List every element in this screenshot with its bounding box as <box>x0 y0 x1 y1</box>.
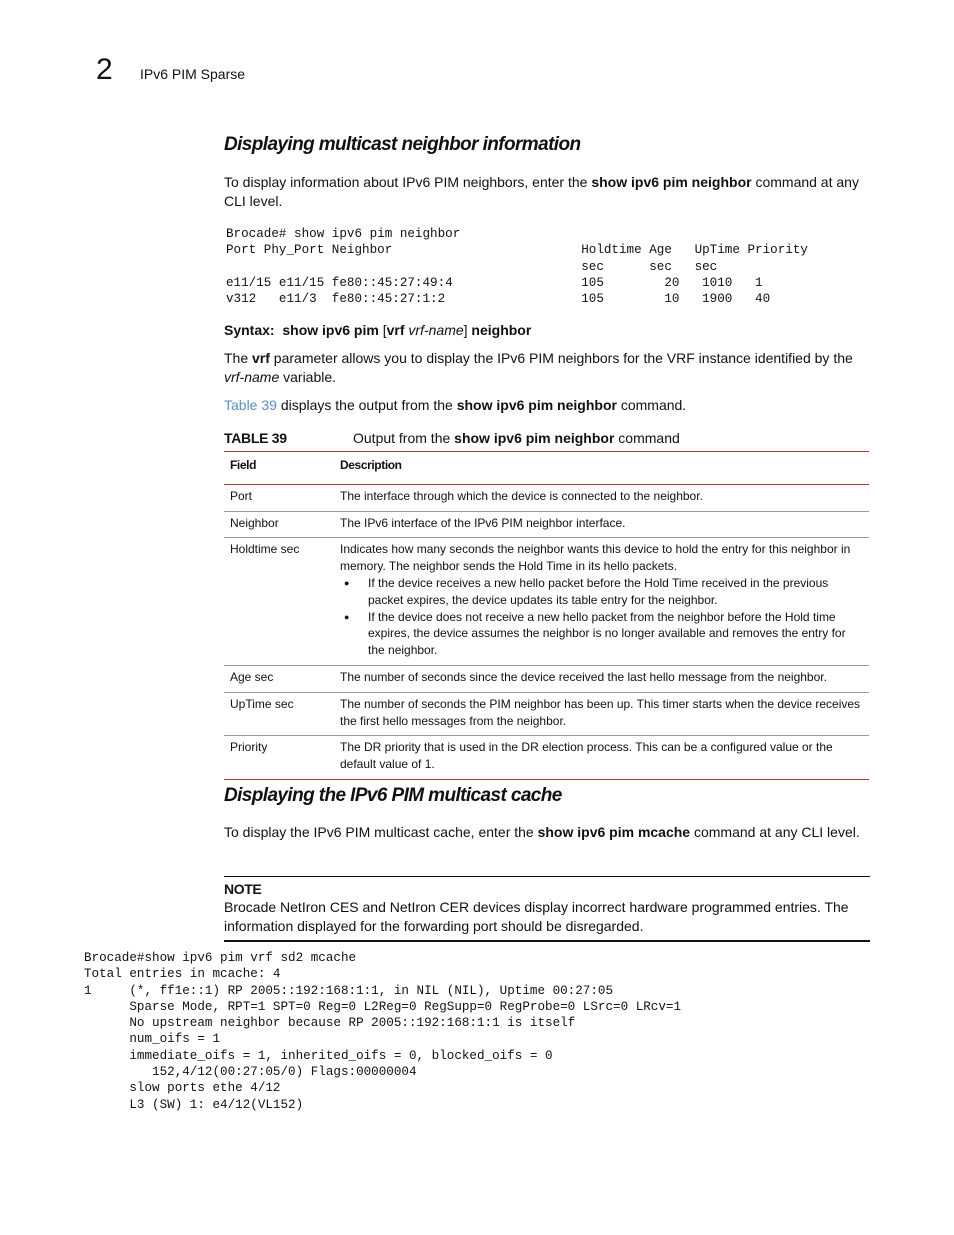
code-line: 152,4/12(00:27:05/0) Flags:00000004 <box>84 1065 417 1080</box>
text: To display information about IPv6 PIM neighbors, enter the <box>224 174 592 190</box>
variable: vrf-name <box>224 369 280 385</box>
bullet-item: ● If the device receives a new hello packet before the Hold Time received in the previous packet expires, the device updates its table entry for the neighbor. <box>368 575 863 609</box>
code-line: L3 (SW) 1: e4/12(VL152) <box>84 1097 304 1112</box>
syntax-command: show ipv6 pim <box>282 322 379 338</box>
mcache-intro-paragraph <box>224 823 870 842</box>
field-cell: Holdtime sec <box>224 538 334 666</box>
field-cell: UpTime sec <box>224 692 334 736</box>
text: displays the output from the <box>276 397 457 413</box>
table-reference-paragraph <box>224 396 870 415</box>
bullet-list <box>340 575 863 659</box>
text: command <box>614 430 680 446</box>
section-heading-neighbor: Displaying multicast neighbor information <box>224 134 581 155</box>
text: variable. <box>279 369 337 385</box>
command-text: show ipv6 pim neighbor <box>591 174 752 190</box>
description-cell <box>334 538 869 666</box>
description-cell: The IPv6 interface of the IPv6 PIM neighbor interface. <box>334 511 869 538</box>
text: The <box>224 350 253 366</box>
bracket: ] <box>463 322 468 338</box>
description-text: Indicates how many seconds the neighbor wants this device to hold the entry for this neighbor in memory. The neighbor sends the Hold Time in its hello packets. <box>340 542 851 574</box>
code-line: Port Phy_Port Neighbor Holdtime Age UpTime Priority <box>226 243 808 258</box>
table-label: TABLE 39 <box>224 430 287 446</box>
table-row <box>224 538 869 666</box>
text: command. <box>616 397 687 413</box>
table-row <box>224 665 869 692</box>
syntax-variable: vrf-name <box>408 322 464 338</box>
command-text: show ipv6 pim neighbor <box>454 430 615 446</box>
code-line: sec sec sec <box>226 259 718 274</box>
text: parameter allows you to display the IPv6 PIM neighbors for the VRF instance identified by the <box>269 350 853 366</box>
code-line: slow ports ethe 4/12 <box>84 1081 281 1096</box>
code-line: Brocade#show ipv6 pim vrf sd2 mcache <box>84 951 357 965</box>
chapter-title: IPv6 PIM Sparse <box>140 66 246 82</box>
mcache-code-block <box>84 950 681 1113</box>
code-line: v312 e11/3 fe80::45:27:1:2 105 10 1900 40 <box>226 292 771 307</box>
text: command at any CLI level. <box>690 824 860 840</box>
table-row <box>224 692 869 736</box>
code-line: Sparse Mode, RPT=1 SPT=0 Reg=0 L2Reg=0 RegSupp=0 RegProbe=0 LSrc=0 LRcv=1 <box>84 999 682 1014</box>
bullet-item: ● If the device does not receive a new hello packet from the neighbor before the Hold time expires, the device assumes the neighbor is no longer available and removes the entry for the neighbor. <box>368 609 863 659</box>
command-text: show ipv6 pim neighbor <box>456 397 617 413</box>
command-text: show ipv6 pim mcache <box>537 824 691 840</box>
note-label: NOTE <box>224 881 262 897</box>
column-header-description: Description <box>334 452 869 485</box>
table-row <box>224 511 869 538</box>
code-line: Brocade# show ipv6 pim neighbor <box>226 227 461 241</box>
vrf-paragraph <box>224 349 870 387</box>
code-line: 1 (*, ff1e::1) RP 2005::192:168:1:1, in NIL (NIL), Uptime 00:27:05 <box>84 983 614 998</box>
syntax-command: neighbor <box>471 322 532 338</box>
syntax-line <box>224 322 531 338</box>
code-line: Total entries in mcache: 4 <box>84 967 281 982</box>
description-cell: The number of seconds since the device received the last hello message from the neighbor. <box>334 665 869 692</box>
table-header-row <box>224 452 869 485</box>
text: To display the IPv6 PIM multicast cache, enter the <box>224 824 538 840</box>
section-heading-mcache: Displaying the IPv6 PIM multicast cache <box>224 785 562 806</box>
code-line: No upstream neighbor because RP 2005::192:168:1:1 is itself <box>84 1016 576 1031</box>
field-cell: Neighbor <box>224 511 334 538</box>
description-cell: The interface through which the device is connected to the neighbor. <box>334 484 869 511</box>
field-cell: Age sec <box>224 665 334 692</box>
code-line: immediate_oifs = 1, inherited_oifs = 0, blocked_oifs = 0 <box>84 1048 553 1063</box>
bracket: [ <box>382 322 387 338</box>
syntax-keyword: vrf <box>386 322 405 338</box>
note-block <box>224 876 870 942</box>
chapter-number: 2 <box>96 53 113 86</box>
table-row <box>224 736 869 780</box>
column-header-field: Field <box>224 452 334 485</box>
description-cell: The number of seconds the PIM neighbor has been up. This timer starts when the device receives the first hello messages from the neighbor. <box>334 692 869 736</box>
neighbor-code-block <box>226 226 808 307</box>
note-text: Brocade NetIron CES and NetIron CER devices display incorrect hardware programmed entries. The information displayed for the forwarding port should be disregarded. <box>224 899 849 934</box>
text: command at any CLI level. <box>224 174 859 209</box>
description-cell: The DR priority that is used in the DR election process. This can be a configured value or the default value of 1. <box>334 736 869 780</box>
syntax-label: Syntax: <box>224 322 275 338</box>
table-row <box>224 484 869 511</box>
neighbor-intro-paragraph <box>224 173 870 211</box>
keyword: vrf <box>252 350 270 366</box>
code-line: num_oifs = 1 <box>84 1032 221 1047</box>
table-39-link[interactable]: Table 39 <box>224 397 277 413</box>
field-cell: Port <box>224 484 334 511</box>
text: Output from the <box>353 430 455 446</box>
table-caption <box>353 430 680 446</box>
field-cell: Priority <box>224 736 334 780</box>
field-description-table <box>224 451 869 780</box>
code-line: e11/15 e11/15 fe80::45:27:49:4 105 20 1010 1 <box>226 275 763 290</box>
